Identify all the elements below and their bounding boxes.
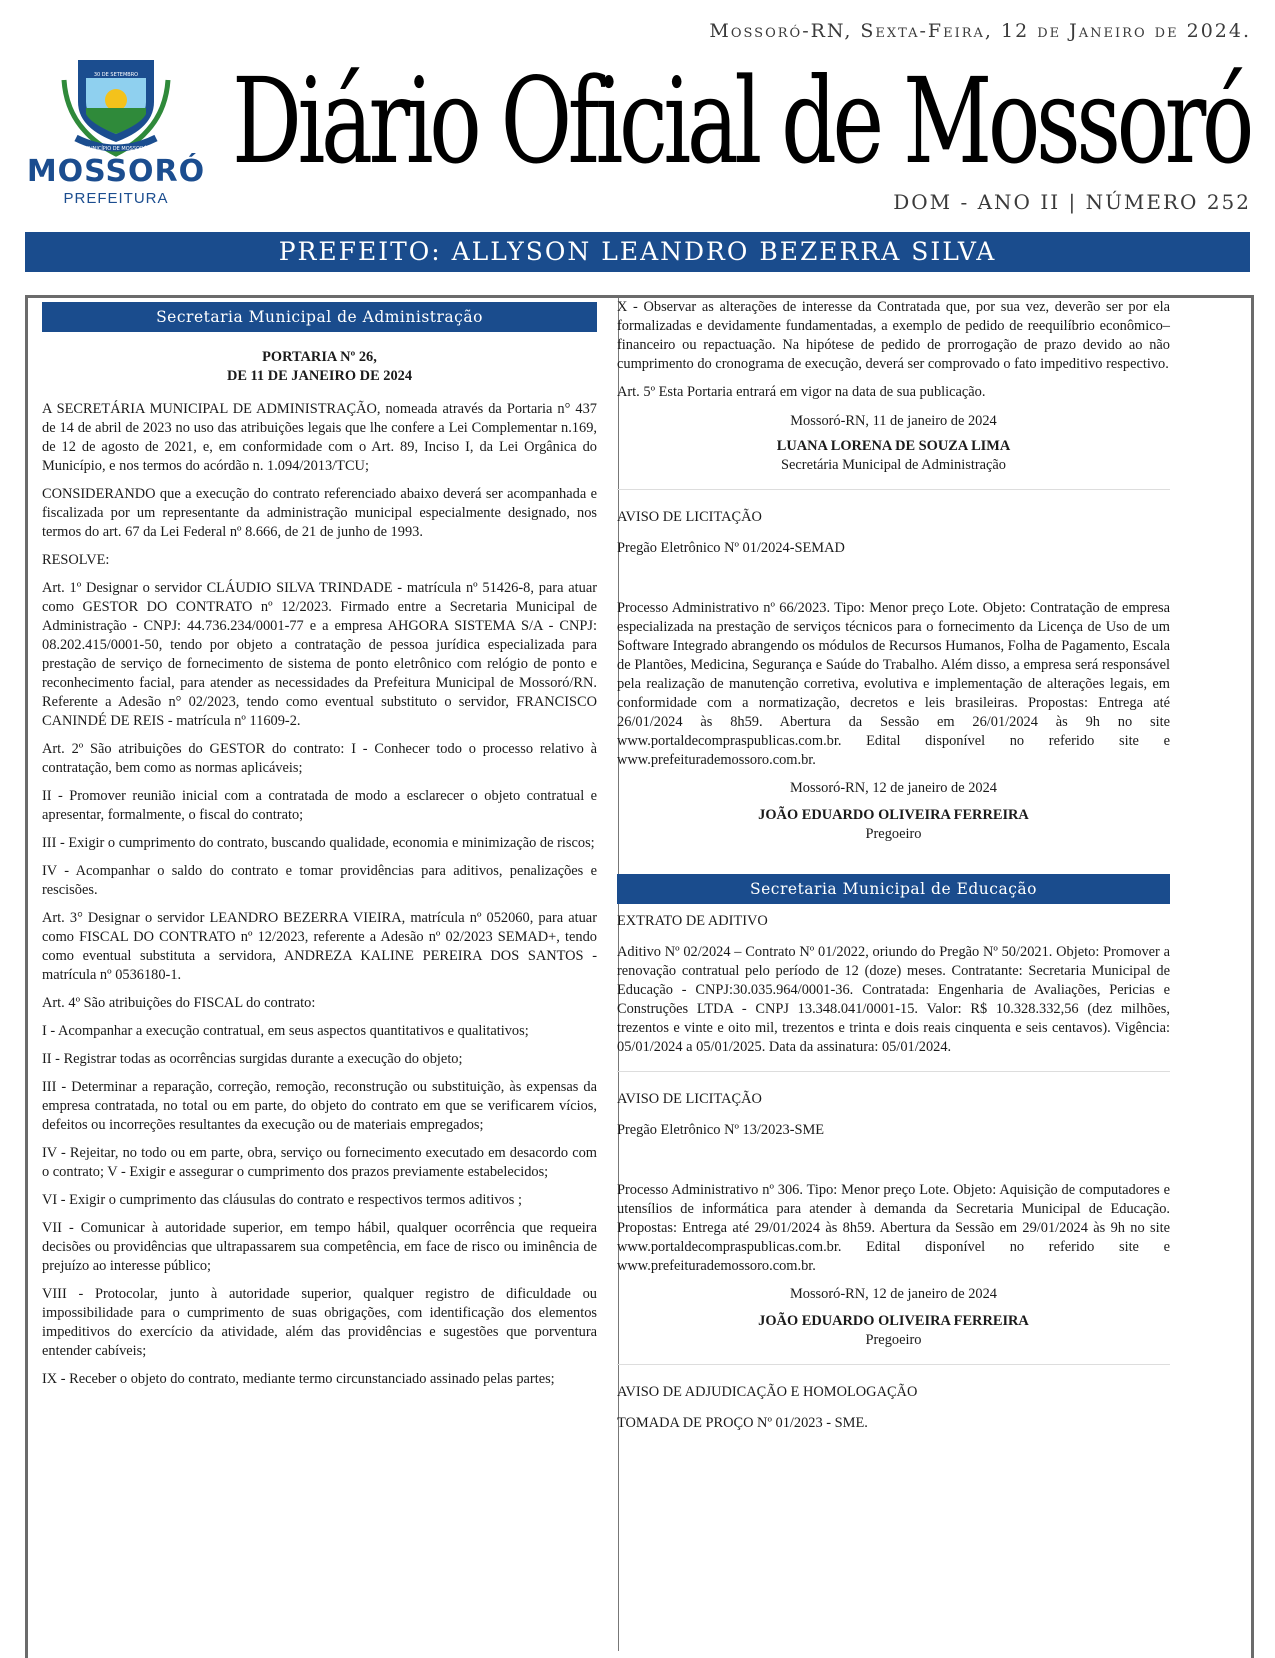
paragraph: Art. 5º Esta Portaria entrará em vigor na data de sua publicação. [617,384,986,400]
section-header-educacao: Secretaria Municipal de Educação [617,874,1170,904]
notice-title: AVISO DE LICITAÇÃO [617,509,762,525]
notice-body: Processo Administrativo nº 66/2023. Tipo: Menor preço Lote. Objeto: Contratação de empresa especializada na prestação de serviços técnicos para o fornecimento da Licença de Uso de um Software Integrado abrangendo os módulos de Recursos Humanos, Folha de Pagamento, Escala de Plantões, Medicina, Segurança e Saúde do Trabalho. Além disso, a empresa será responsável pela realização de manutenção corretiva, evolutiva e implementação de alterações legais, em conformidade com a normatização, decretos e leis brasileiras. Propostas: Entrega até 26/01/2024 às 8h59. Abertura da Sessão em 26/01/2024 às 9h no site www.portaldecompraspublicas.com.br. Edital disponível no referido site e www.prefeiturademossoro.com.br. [617,600,1170,768]
paragraph: X - Observar as alterações de interesse da Contratada que, por sua vez, deverão ser por ela formalizadas e devidamente fundamentadas, a exemplo de pedido de reequilíbrio econômico–financeiro ou repactuação. Na hipótese de pedido de prorrogação de prazo devido ao não cumprimento do cronograma de execução, deverá ser comprovado o fato impeditivo respectivo. [617,299,1170,372]
left-column [42,298,597,1398]
notice-title: AVISO DE ADJUDICAÇÃO E HOMOLOGAÇÃO [617,1384,918,1400]
paragraph: VI - Exigir o cumprimento das cláusulas do contrato e respectivos termos aditivos ; [42,1192,522,1208]
signer-name: JOÃO EDUARDO OLIVEIRA FERREIRA [758,807,1029,823]
crest-icon [56,50,176,158]
notice-body: Processo Administrativo nº 306. Tipo: Menor preço Lote. Objeto: Aquisição de computadores e utensílios de informática para atender à demanda da Secretaria Municipal de Educação. Propostas: Entrega até 29/01/2024 às 8h59. Abertura da Sessão em 29/01/2024 às 9h no site www.portaldecompraspublicas.com.br. Edital disponível no referido site e www.prefeiturademossoro.com.br. [617,1182,1170,1274]
signer-name: LUANA LORENA DE SOUZA LIMA [776,438,1011,454]
paragraph: III - Determinar a reparação, correção, remoção, reconstrução ou substituição, às expensas da empresa contratada, no total ou em parte, do objeto do contrato em que se verificarem vícios, defeitos ou incorreções resultantes da execução ou de materiais empregados; [42,1079,597,1133]
notice-title: EXTRATO DE ADITIVO [617,913,768,929]
paragraph: III - Exigir o cumprimento do contrato, buscando qualidade, economia e minimização de riscos; [42,835,595,851]
paragraph: I - Acompanhar a execução contratual, em seus aspectos quantitativos e qualitativos; [42,1023,529,1039]
signer-role: Pregoeiro [865,1332,922,1348]
paragraph: A SECRETÁRIA MUNICIPAL DE ADMINISTRAÇÃO, nomeada através da Portaria n° 437 de 14 de abril de 2023 no uso das atribuições legais que lhe confere a Lei Complementar n.169, de 12 de agosto de 2021, e, em conformidade com o Art. 89, Inciso I, da Lei Orgânica do Município, e nos termos do acórdão n. 1.094/2013/TCU; [42,401,597,474]
notice-body: Aditivo Nº 02/2024 – Contrato Nº 01/2022, oriundo do Pregão Nº 50/2021. Objeto: Promover a renovação contratual pelo período de 12 (doze) meses. Contratante: Secretaria Municipal de Educação - CNPJ:30.035.964/0001-36. Contratada: Engenharia de Avaliações, Pericias e Construções LTDA - CNPJ 13.348.041/0001-15. Valor: R$ 10.328.332,56 (dez milhões, trezentos e vinte e oito mil, trezentos e trinta e dois reais cinquenta e seis centavos). Vigência: 05/01/2024 a 05/01/2025. Data da assinatura: 05/01/2024. [617,944,1170,1055]
paragraph: RESOLVE: [42,552,110,568]
paragraph: IV - Rejeitar, no todo ou em parte, obra, serviço ou fornecimento executado em desacordo com o contrato; V - Exigir e assegurar o cumprimento dos prazos previamente estabelecidos; [42,1145,597,1180]
separator [617,1071,1170,1072]
svg-text:30 DE SETEMBRO: 30 DE SETEMBRO [93,72,139,78]
paragraph: Art. 4º São atribuições do FISCAL do contrato: [42,995,316,1011]
notice-title: AVISO DE LICITAÇÃO [617,1091,762,1107]
paragraph: IV - Acompanhar o saldo do contrato e tomar providências para aditivos, penalizações e rescisões. [42,863,597,898]
portaria-date-title: DE 11 DE JANEIRO DE 2024 [226,368,413,384]
paragraph: Art. 3° Designar o servidor LEANDRO BEZERRA VIEIRA, matrícula nº 052060, para atuar como FISCAL DO CONTRATO nº 12/2023, referente a Adesão nº 02/2023 SEMAD+, tendo como eventual substituta a servidora, ANDREZA KALINE PEREIRA DOS SANTOS - matrícula nº 0536180-1. [42,910,597,983]
mayor-banner: PREFEITO: ALLYSON LEANDRO BEZERRA SILVA [25,232,1250,272]
notice-subtitle: TOMADA DE PROÇO Nº 01/2023 - SME. [617,1415,868,1431]
signer-name: JOÃO EDUARDO OLIVEIRA FERREIRA [758,1313,1029,1329]
dateline: Mossoró-RN, Sexta-Feira, 12 de Janeiro de 2024. [709,20,1251,42]
signer-role: Pregoeiro [865,826,922,842]
separator [617,1364,1170,1365]
prefeitura-logo [26,50,206,207]
paragraph: Art. 2º São atribuições do GESTOR do contrato: I - Conhecer todo o processo relativo à contratação, bem como as normas aplicáveis; [42,741,597,776]
paragraph: Art. 1º Designar o servidor CLÁUDIO SILVA TRINDADE - matrícula nº 51426-8, para atuar como GESTOR DO CONTRATO nº 12/2023. Firmado entre a Secretaria Municipal de Administração - CNPJ: 44.736.234/0001-77 e a empresa AHGORA SISTEMA S/A - CNPJ: 08.202.415/0001-50, tendo por objeto a contratação de pessoa jurídica especializada para prestação de serviço de fornecimento de sistema de ponto eletrônico com relógio de ponto e reconhecimento facial, para atender as necessidades da Prefeitura Municipal de Mossoró/RN. Referente a Adesão n° 02/2023, tendo como eventual substituto o servidor, FRANCISCO CANINDÉ DE REIS - matrícula nº 11609-2. [42,580,597,729]
svg-text:MUNICÍPIO DE MOSSORÓ: MUNICÍPIO DE MOSSORÓ [84,146,148,152]
signer-role: Secretária Municipal de Administração [781,457,1006,473]
logo-sub: PREFEITURA [63,190,169,207]
paragraph: II - Promover reunião inicial com a contratada de modo a esclarecer o objeto contratual e apresentar, formalmente, o fiscal do contrato; [42,788,597,823]
paragraph: VII - Comunicar à autoridade superior, em tempo hábil, qualquer ocorrência que requeira decisões ou providências que ultrapassarem sua competência, em face de risco ou iminência de prejuízo ao interesse público; [42,1220,597,1274]
paragraph: IX - Receber o objeto do contrato, mediante termo circunstanciado assinado pelas partes; [42,1371,555,1387]
right-column [617,298,1170,1442]
notice-subtitle: Pregão Eletrônico Nº 01/2024-SEMAD [617,540,845,556]
notice-subtitle: Pregão Eletrônico Nº 13/2023-SME [617,1122,825,1138]
logo-name: MOSSORÓ [26,154,206,189]
separator [617,489,1170,490]
signature-date: Mossoró-RN, 12 de janeiro de 2024 [789,1286,998,1302]
svg-text:Diário Oficial de Mossoró: Diário Oficial de Mossoró [232,52,1251,180]
paragraph: VIII - Protocolar, junto à autoridade superior, qualquer registro de dificuldade ou impossibilidade para o cumprimento de suas obrigações, com identificação dos elementos impeditivos do exercício da atividade, além das providências e sugestões que porventura entender cabíveis; [42,1286,597,1359]
masthead [232,50,1252,180]
paragraph: CONSIDERANDO que a execução do contrato referenciado abaixo deverá ser acompanhada e fiscalizada por um representante da administração municipal especialmente designado, nos termos do art. 67 da Lei Federal nº 8.666, de 21 de junho de 1993. [42,486,597,540]
signature-date: Mossoró-RN, 11 de janeiro de 2024 [790,413,997,429]
edition-number: DOM - ANO II | NÚMERO 252 [893,190,1251,214]
paragraph: II - Registrar todas as ocorrências surgidas durante a execução do objeto; [42,1051,463,1067]
portaria-title: PORTARIA Nº 26, [262,349,377,365]
signature-date: Mossoró-RN, 12 de janeiro de 2024 [789,780,998,796]
section-header-administracao: Secretaria Municipal de Administração [42,302,597,332]
